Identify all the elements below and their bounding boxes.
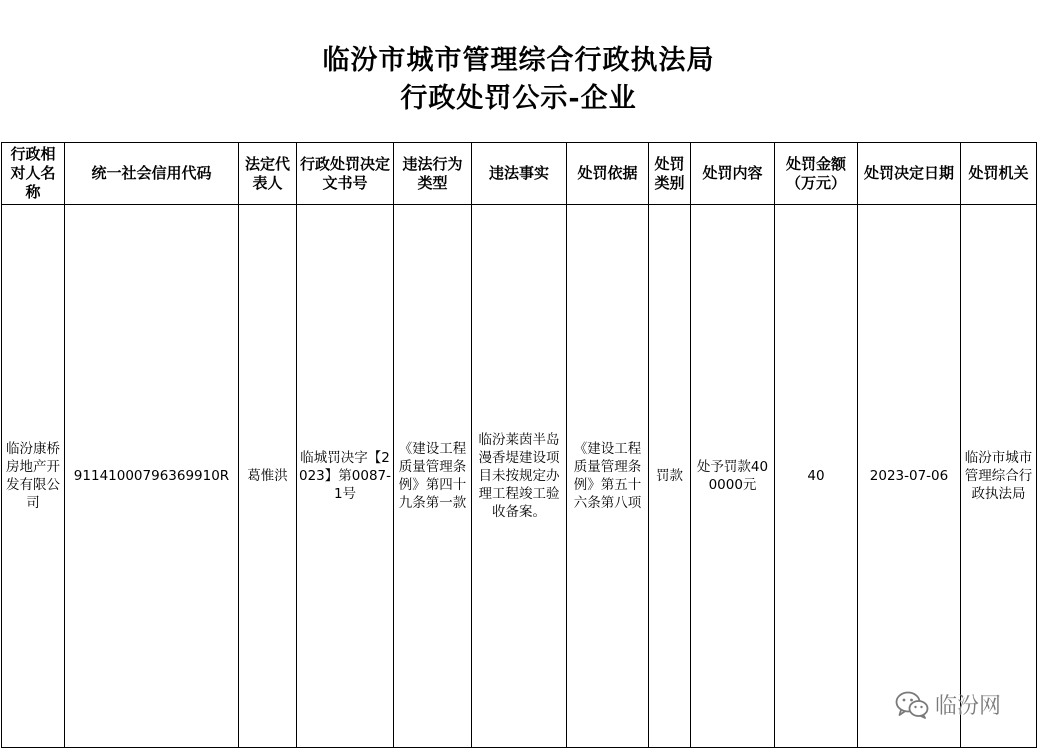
cell-party-name: 临汾康桥房地产开发有限公司: [2, 205, 65, 748]
cell-legal-rep: 葛惟洪: [239, 205, 297, 748]
watermark: [895, 689, 1001, 720]
cell-credit-code: 91141000796369910R: [65, 205, 239, 748]
header-cell-decision-date: 处罚决定日期: [858, 143, 961, 205]
header-cell-penalty-basis: 处罚依据: [567, 143, 649, 205]
watermark-text: 临汾网: [934, 694, 1001, 719]
header-cell-violation-type: 违法行为类型: [394, 143, 472, 205]
document-subtitle: 行政处罚公示-企业: [400, 83, 637, 114]
cell-decision-number: 临城罚决字【2023】第0087-1号: [297, 205, 394, 748]
document-title: 临汾市城市管理综合行政执法局: [322, 45, 715, 76]
header-cell-penalty-amount: 处罚金额（万元）: [775, 143, 858, 205]
header-cell-penalty-category: 处罚类别: [649, 143, 691, 205]
table-row: [2, 205, 1037, 748]
cell-decision-date: 2023-07-06: [858, 205, 961, 748]
header-cell-decision-number: 行政处罚决定文书号: [297, 143, 394, 205]
header-cell-penalty-content: 处罚内容: [691, 143, 775, 205]
table-header-row: [2, 143, 1037, 205]
cell-penalty-amount: 40: [775, 205, 858, 748]
cell-authority: 临汾市城市管理综合行政执法局: [961, 205, 1037, 748]
cell-penalty-basis: 《建设工程质量管理条例》第五十六条第八项: [567, 205, 649, 748]
cell-penalty-content: 处予罚款400000元: [691, 205, 775, 748]
wechat-icon: [895, 691, 929, 719]
cell-penalty-category: 罚款: [649, 205, 691, 748]
header-cell-legal-rep: 法定代表人: [239, 143, 297, 205]
penalty-table: [1, 142, 1037, 748]
header-cell-authority: 处罚机关: [961, 143, 1037, 205]
header-cell-credit-code: 统一社会信用代码: [65, 143, 239, 205]
cell-violation-type: 《建设工程质量管理条例》第四十九条第一款: [394, 205, 472, 748]
header-cell-violation-facts: 违法事实: [472, 143, 567, 205]
cell-violation-facts: 临汾莱茵半岛漫香堤建设项目未按规定办理工程竣工验收备案。: [472, 205, 567, 748]
header-cell-party-name: 行政相对人名称: [2, 143, 65, 205]
